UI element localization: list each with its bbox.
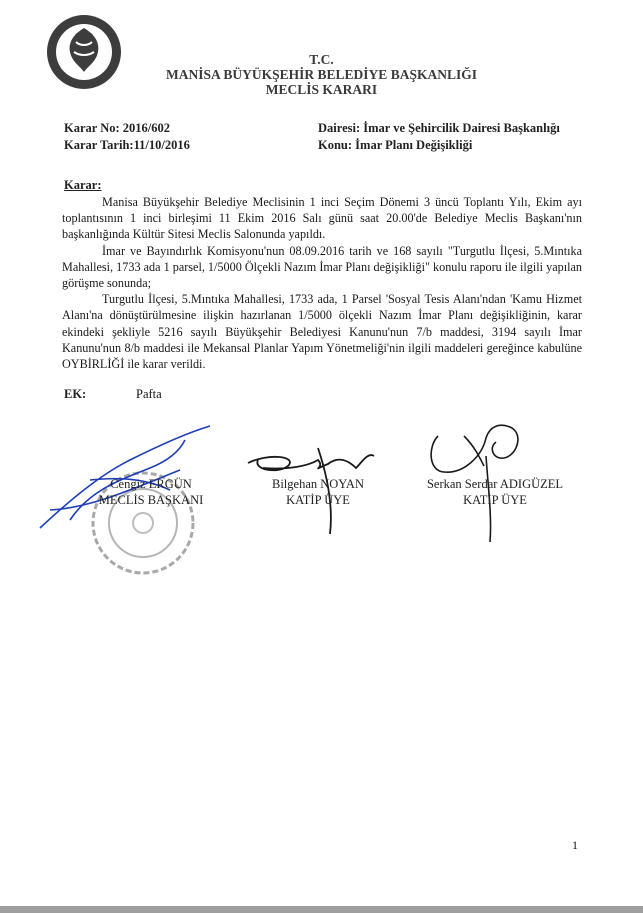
signer-1-name: Cengiz ERGÜN [110, 477, 192, 491]
karar-no: Karar No: 2016/602 [64, 121, 171, 135]
header-institution: MANİSA BÜYÜKŞEHİR BELEDİYE BAŞKANLIĞI [166, 67, 477, 82]
paragraph-3: Turgutlu İlçesi, 5.Mıntıka Mahallesi, 1733 ada, 1 Parsel 'Sosyal Tesis Alanı'ndan 'Kamu Hizmet Alanı'na dönüştürülmesine ilişkin hazırlanan 1/5000 ölçekli Nazım İmar Planı değişikliğinin, karar ekindeki şekliyle 5216 sayılı Büyükşehir Belediyesi Kanunu'nun 7/b maddesi, 3194 sayılı İmar Kanunu'nun 8/b maddesi ile Mekansal Planlar Yapım Yönetmeliği'nin ilgili maddeleri gereğince kabulüne OYBİRLİĞİ ile karar verildi. [62, 292, 582, 372]
paragraph-1: Manisa Büyükşehir Belediye Meclisinin 1 inci Seçim Dönemi 3 üncü Toplantı Yılı, Ekim ayı toplantısının 1 inci birleşimi 11 Ekim 2016 Salı günü saat 20.00'de Belediye Meclis Başkanı'nın başkanlığında Kültür Sitesi Meclis Salonunda yapıldı. [62, 195, 582, 242]
signer-3-name: Serkan Serdar ADIGÜZEL [426, 477, 564, 491]
ek-value: Pafta [136, 387, 162, 401]
header-tc: T.C. [309, 52, 334, 67]
signer-2-title: KATİP ÜYE [286, 493, 350, 507]
dairesi: Dairesi: İmar ve Şehircilik Dairesi Başkanlığı [318, 121, 560, 135]
signer-2-name: Bilgehan NOYAN [271, 477, 364, 491]
page-number: 1 [572, 838, 578, 852]
karar-body [62, 194, 582, 372]
ek-label: EK: [64, 387, 87, 401]
karar-label: Karar: [64, 178, 102, 192]
karar-tarih: Karar Tarih:11/10/2016 [64, 138, 190, 152]
konu: Konu: İmar Planı Değişikliği [318, 138, 473, 152]
scan-edge [0, 906, 643, 913]
paragraph-2: İmar ve Bayındırlık Komisyonu'nun 08.09.2016 tarih ve 168 sayılı "Turgutlu İlçesi, 5.Mıntıka Mahallesi, 1733 ada 1 parsel, 1/5000 Ölçekli Nazım İmar Planı değişikliği" konulu raporu ile ilgili yapılan görüşme sonunda; [62, 243, 582, 291]
signer-3-title: KATİP ÜYE [463, 493, 527, 507]
signer-1-title: MECLİS BAŞKANI [98, 493, 204, 507]
header-doc-type: MECLİS KARARI [265, 82, 378, 97]
